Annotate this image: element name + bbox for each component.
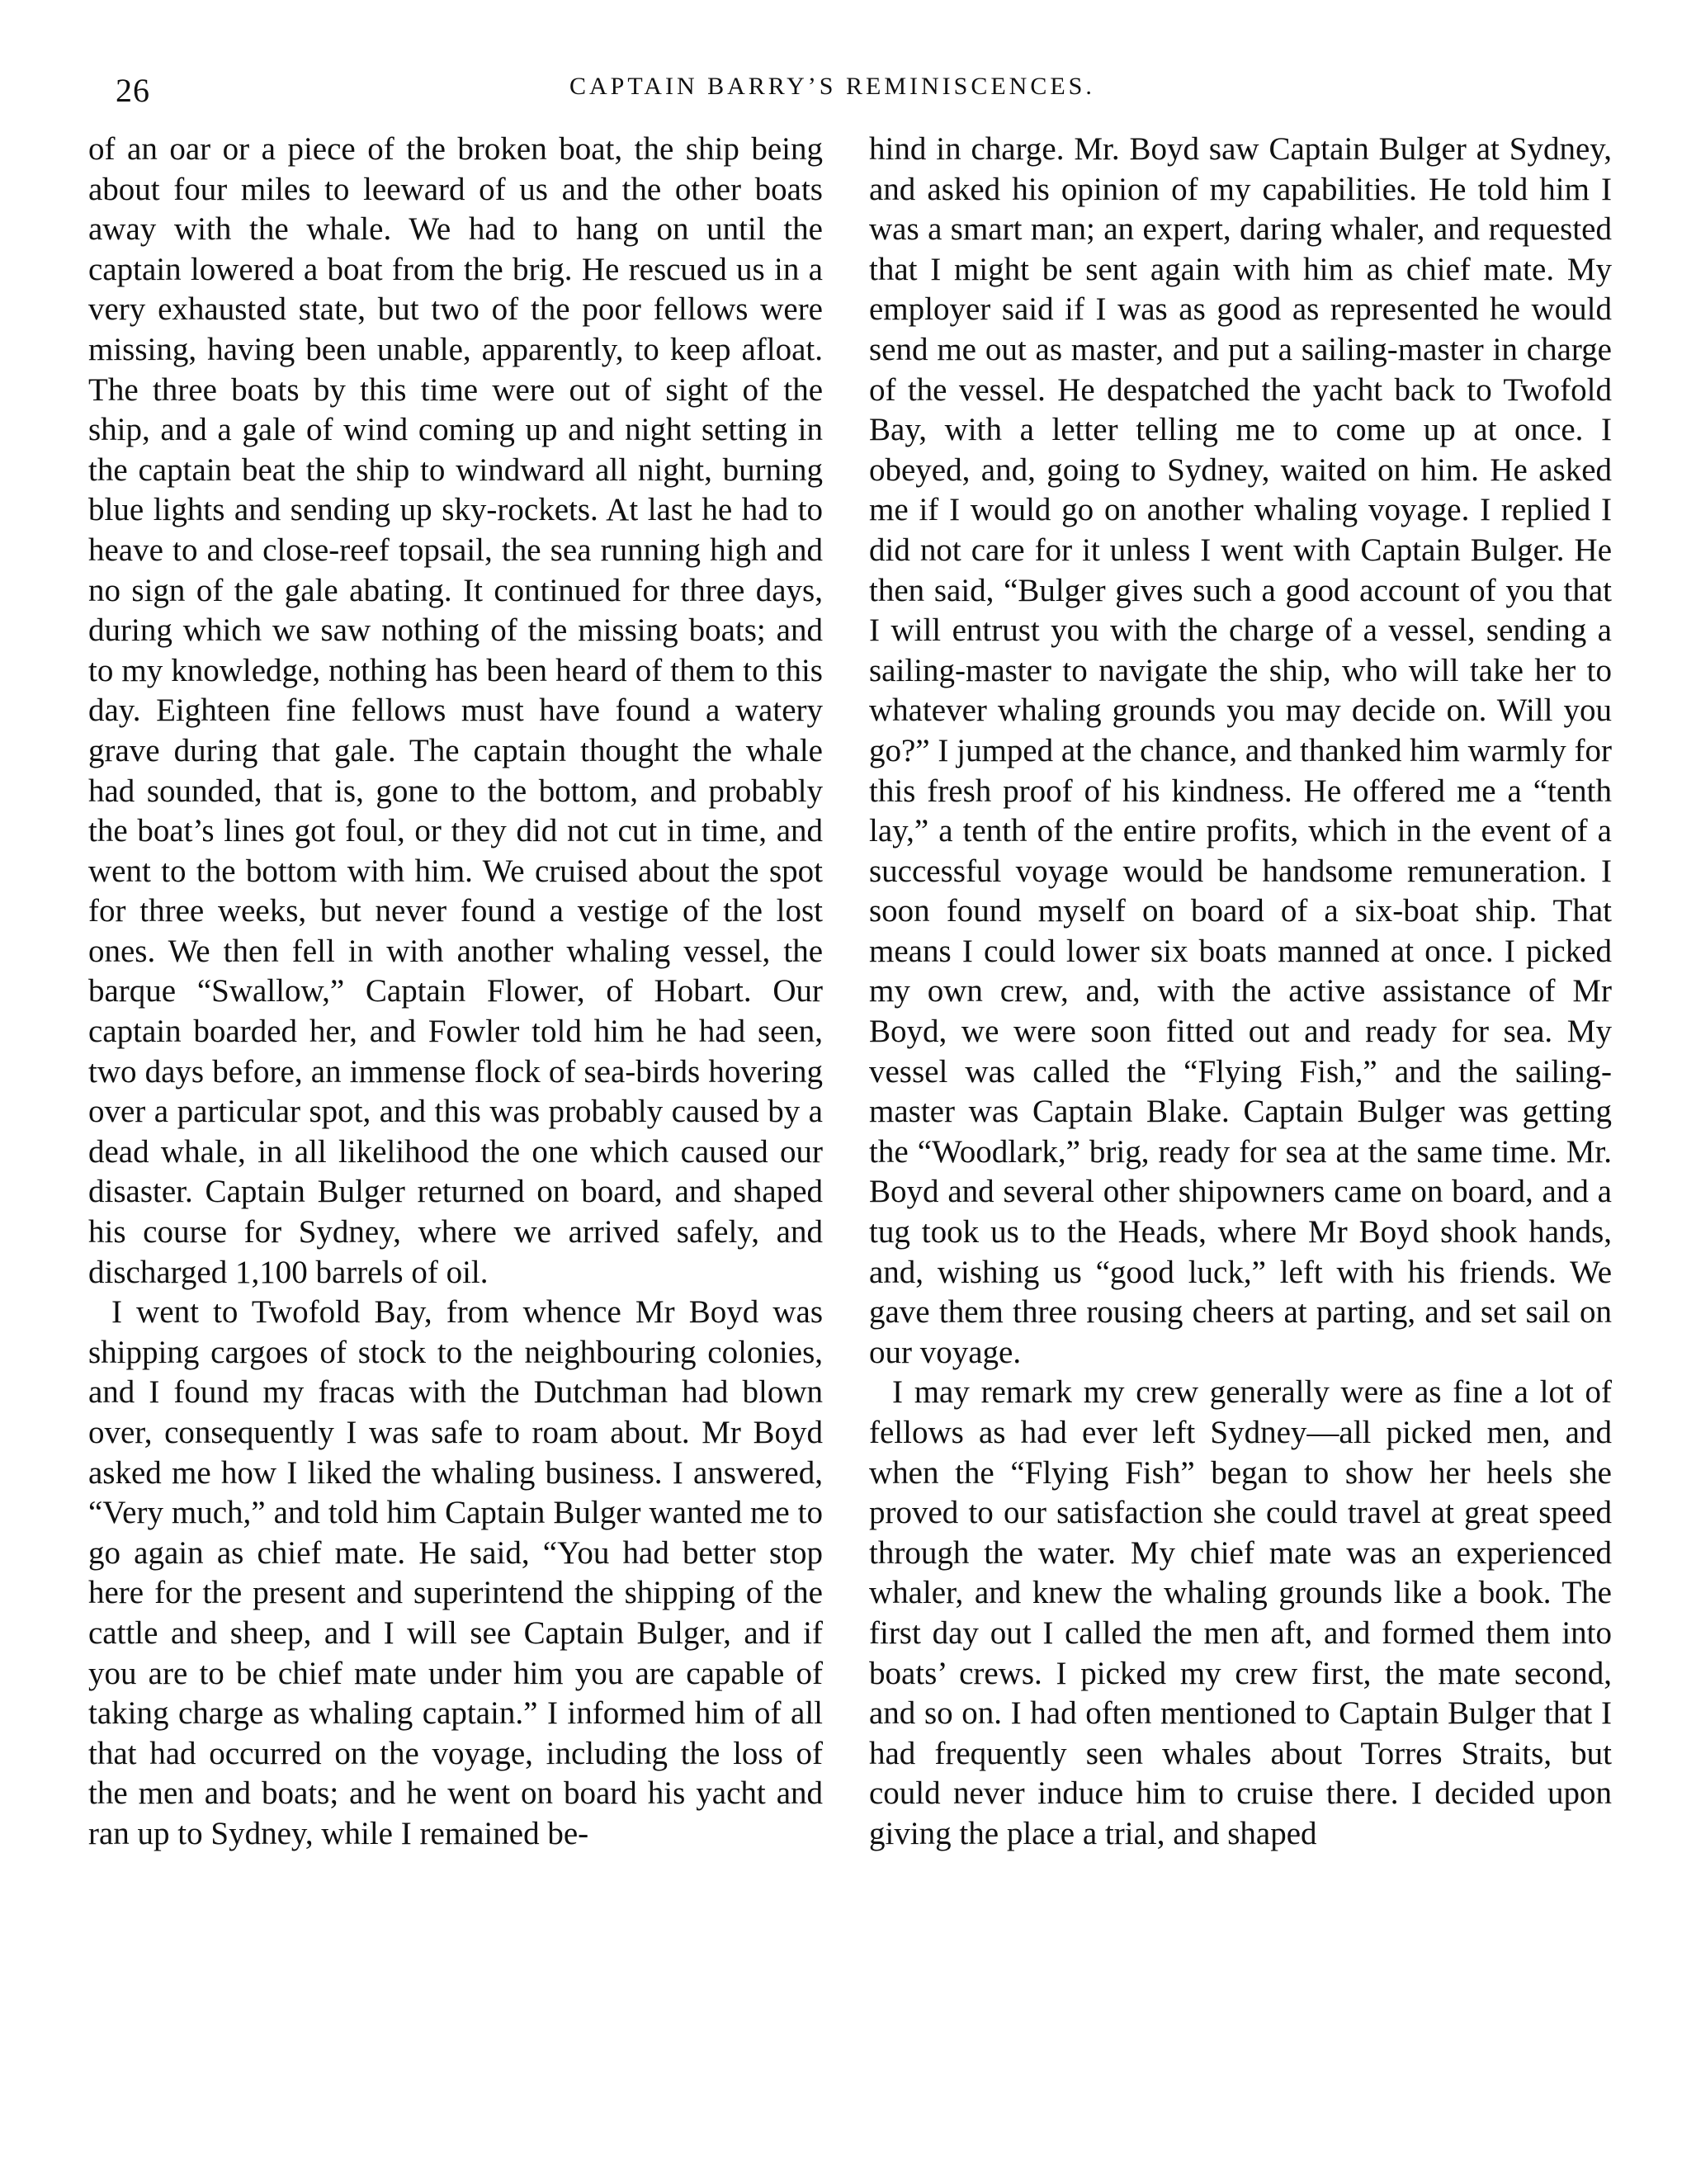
page-number: 26 <box>116 72 150 109</box>
paragraph: of an oar or a piece of the broken boat, the ship being about four miles to leeward of us and the other boats away with the whale. We had to hang on until the captain lowered a boat from the brig. He rescued us in a very exhausted state, but two of the poor fellows were missing, having been unable, apparently, to keep afloat. The three boats by this time were out of sight of the ship, and a gale of wind coming up and night setting in the captain beat the ship to windward all night, burning blue lights and sending up sky-rockets. At last he had to heave to and close-reef topsail, the sea running high and no sign of the gale abating. It continued for three days, during which we saw nothing of the missing boats; and to my knowledge, nothing has been heard of them to this day. Eighteen fine fellows must have found a watery grave during that gale. The captain thought the whale had sounded, that is, gone to the bottom, and probably the boat’s lines got foul, or they did not cut in time, and went to the bottom with him. We cruised about the spot for three weeks, but never found a vestige of the lost ones. We then fell in with another whaling vessel, the barque “Swallow,” Captain Flower, of Hobart. Our captain boarded her, and Fowler told him he had seen, two days before, an immense flock of sea-birds hovering over a particular spot, and this was probably caused by a dead whale, in all likelihood the one which caused our disaster. Captain Bulger returned on board, and shaped his course for Sydney, where we arrived safely, and discharged 1,100 barrels of oil. <box>88 131 823 1290</box>
paragraph: I may remark my crew generally were as fine a lot of fellows as had ever left Sydney—all picked men, and when the “Flying Fish” began to show her heels she proved to our satisfaction she could travel at great speed through the water. My chief mate was an experienced whaler, and knew the whaling grounds like a book. The first day out I called the men aft, and formed them into boats’ crews. I picked my crew first, the mate second, and so on. I had often mentioned to Captain Bulger that I had frequently seen whales about Torres Straits, but could never induce him to cruise there. I decided upon giving the place a trial, and shaped <box>869 1374 1612 1851</box>
left-column <box>88 130 823 1855</box>
right-column <box>869 130 1612 1855</box>
paragraph: hind in charge. Mr. Boyd saw Captain Bulger at Sydney, and asked his opinion of my capabilities. He told him I was a smart man; an expert, daring whaler, and requested that I might be sent again with him as chief mate. My employer said if I was as good as represented he would send me out as master, and put a sailing-master in charge of the vessel. He despatched the yacht back to Twofold Bay, with a letter telling me to come up at once. I obeyed, and, going to Sydney, waited on him. He asked me if I would go on another whaling voyage. I replied I did not care for it unless I went with Captain Bulger. He then said, “Bulger gives such a good account of you that I will entrust you with the charge of a vessel, sending a sailing-master to navigate the ship, who will take her to whatever whaling grounds you may decide on. Will you go?” I jumped at the chance, and thanked him warmly for this fresh proof of his kindness. He offered me a “tenth lay,” a tenth of the entire profits, which in the event of a successful voyage would be handsome remuneration. I soon found myself on board of a six-boat ship. That means I could lower six boats manned at once. I picked my own crew, and, with the active assistance of Mr Boyd, we were soon fitted out and ready for sea. My vessel was called the “Flying Fish,” and the sailing-master was Captain Blake. Captain Bulger was getting the “Woodlark,” brig, ready for sea at the same time. Mr. Boyd and several other shipowners came on board, and a tug took us to the Heads, where Mr Boyd shook hands, and, wishing us “good luck,” left with his friends. We gave them three rousing cheers at parting, and set sail on our voyage. <box>869 131 1612 1370</box>
paragraph: I went to Twofold Bay, from whence Mr Boyd was shipping cargoes of stock to the neighbouring colonies, and I found my fracas with the Dutchman had blown over, consequently I was safe to roam about. Mr Boyd asked me how I liked the whaling business. I answered, “Very much,” and told him Captain Bulger wanted me to go again as chief mate. He said, “You had better stop here for the present and superintend the shipping of the cattle and sheep, and I will see Captain Bulger, and if you are to be chief mate under him you are capable of taking charge as whaling captain.” I informed him of all that had occurred on the voyage, including the loss of the men and boats; and he went on board his yacht and ran up to Sydney, while I remained be- <box>88 1294 823 1851</box>
running-header: CAPTAIN BARRY’S REMINISCENCES. <box>569 73 1095 100</box>
